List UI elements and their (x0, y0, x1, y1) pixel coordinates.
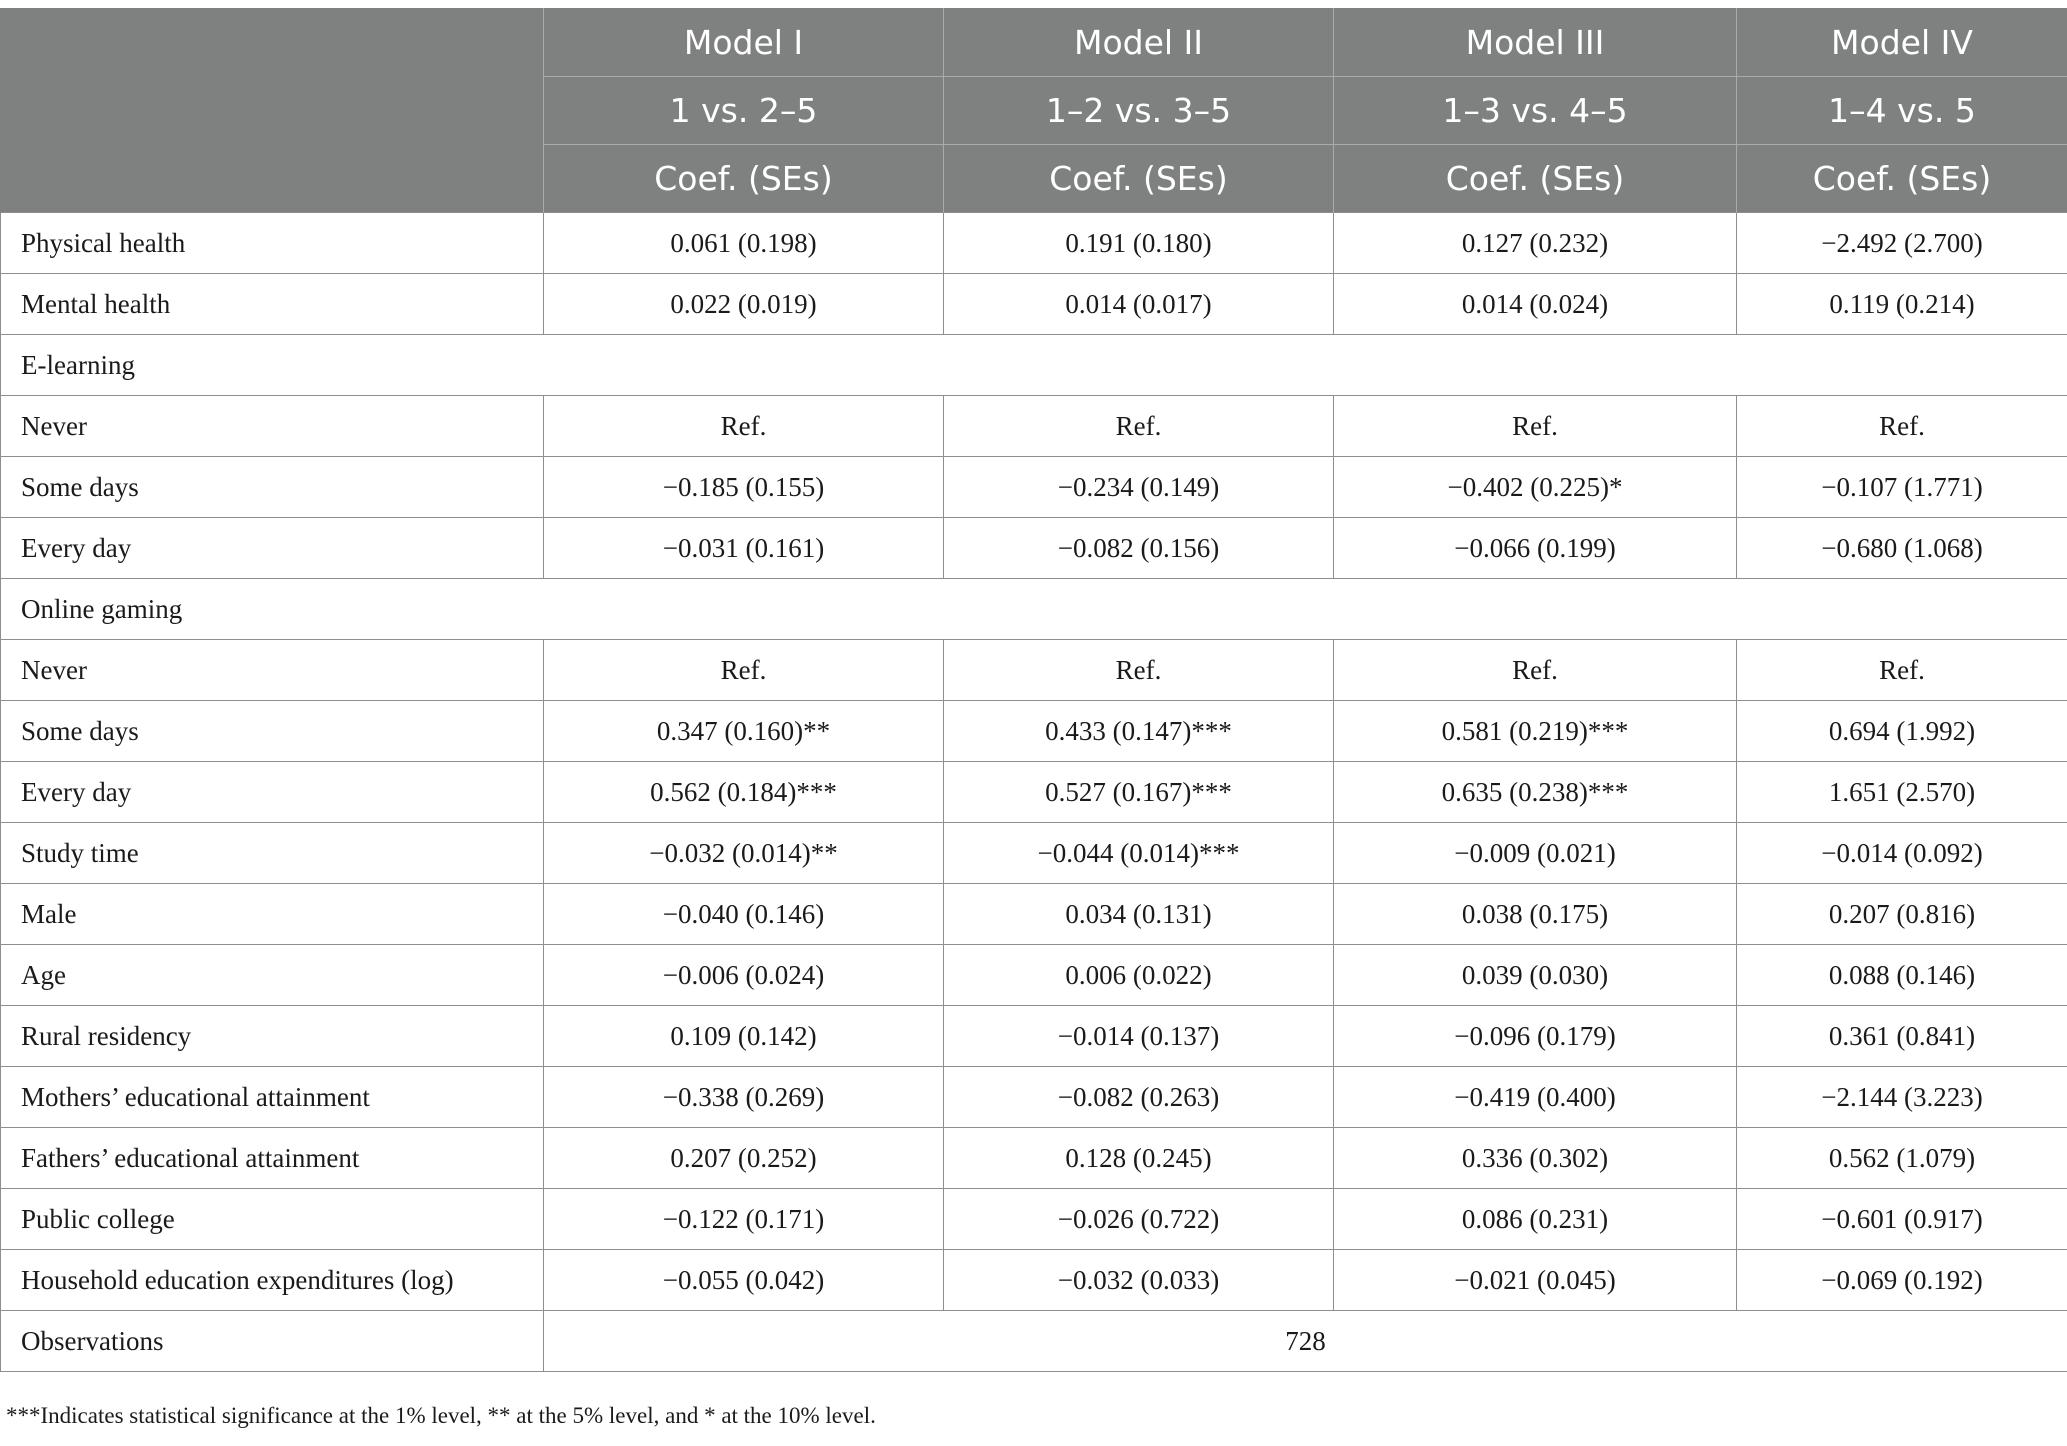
coef-cell-model-4: Ref. (1737, 640, 2067, 701)
section-label: E-learning (1, 335, 2067, 396)
header-model-2: Model II (944, 9, 1334, 77)
coef-cell-model-3: 0.014 (0.024) (1334, 274, 1737, 335)
row-label: Study time (1, 823, 544, 884)
header-comparison-4: 1–4 vs. 5 (1737, 77, 2067, 145)
header-stat-label: Coef. (SEs) (1334, 145, 1737, 213)
coef-cell-model-4: 0.562 (1.079) (1737, 1128, 2067, 1189)
header-stat-label: Coef. (SEs) (544, 145, 944, 213)
header-row-models (1, 9, 2067, 77)
coef-cell-model-3: 0.635 (0.238)*** (1334, 762, 1737, 823)
header-stat-label: Coef. (SEs) (944, 145, 1334, 213)
observations-label: Observations (1, 1311, 544, 1372)
coef-cell-model-1: −0.338 (0.269) (544, 1067, 944, 1128)
table-row (1, 213, 2067, 274)
regression-table (0, 8, 2067, 1372)
coef-cell-model-1: −0.055 (0.042) (544, 1250, 944, 1311)
table-header (1, 9, 2067, 213)
coef-cell-model-1: 0.022 (0.019) (544, 274, 944, 335)
table-row (1, 884, 2067, 945)
coef-cell-model-3: 0.127 (0.232) (1334, 213, 1737, 274)
coef-cell-model-1: Ref. (544, 640, 944, 701)
coef-cell-model-1: −0.032 (0.014)** (544, 823, 944, 884)
coef-cell-model-3: 0.039 (0.030) (1334, 945, 1737, 1006)
row-label: Mothers’ educational attainment (1, 1067, 544, 1128)
coef-cell-model-3: 0.038 (0.175) (1334, 884, 1737, 945)
table-row (1, 1189, 2067, 1250)
coef-cell-model-3: Ref. (1334, 640, 1737, 701)
table-row (1, 396, 2067, 457)
coef-cell-model-3: −0.419 (0.400) (1334, 1067, 1737, 1128)
coef-cell-model-2: −0.014 (0.137) (944, 1006, 1334, 1067)
coef-cell-model-3: 0.581 (0.219)*** (1334, 701, 1737, 762)
row-label: Age (1, 945, 544, 1006)
table-row (1, 1250, 2067, 1311)
header-corner-cell (1, 9, 544, 213)
coef-cell-model-4: 0.694 (1.992) (1737, 701, 2067, 762)
coef-cell-model-1: 0.347 (0.160)** (544, 701, 944, 762)
coef-cell-model-2: 0.014 (0.017) (944, 274, 1334, 335)
coef-cell-model-1: 0.109 (0.142) (544, 1006, 944, 1067)
coef-cell-model-2: −0.032 (0.033) (944, 1250, 1334, 1311)
coef-cell-model-1: −0.122 (0.171) (544, 1189, 944, 1250)
table-row (1, 823, 2067, 884)
coef-cell-model-1: −0.040 (0.146) (544, 884, 944, 945)
coef-cell-model-3: −0.402 (0.225)* (1334, 457, 1737, 518)
section-label: Online gaming (1, 579, 2067, 640)
coef-cell-model-3: 0.336 (0.302) (1334, 1128, 1737, 1189)
coef-cell-model-1: −0.031 (0.161) (544, 518, 944, 579)
coef-cell-model-4: −2.144 (3.223) (1737, 1067, 2067, 1128)
coef-cell-model-2: 0.433 (0.147)*** (944, 701, 1334, 762)
table-row (1, 762, 2067, 823)
row-label: Rural residency (1, 1006, 544, 1067)
row-label: Fathers’ educational attainment (1, 1128, 544, 1189)
coef-cell-model-3: Ref. (1334, 396, 1737, 457)
regression-table-container (0, 8, 2067, 1372)
coef-cell-model-2: −0.082 (0.156) (944, 518, 1334, 579)
coef-cell-model-4: −2.492 (2.700) (1737, 213, 2067, 274)
row-label: Physical health (1, 213, 544, 274)
section-row (1, 579, 2067, 640)
coef-cell-model-4: 0.207 (0.816) (1737, 884, 2067, 945)
coef-cell-model-1: 0.207 (0.252) (544, 1128, 944, 1189)
row-label: Mental health (1, 274, 544, 335)
coef-cell-model-4: 1.651 (2.570) (1737, 762, 2067, 823)
section-row (1, 335, 2067, 396)
row-label: Never (1, 396, 544, 457)
coef-cell-model-1: 0.562 (0.184)*** (544, 762, 944, 823)
coef-cell-model-1: 0.061 (0.198) (544, 213, 944, 274)
observations-row (1, 1311, 2067, 1372)
coef-cell-model-4: Ref. (1737, 396, 2067, 457)
row-label: Every day (1, 762, 544, 823)
table-row (1, 274, 2067, 335)
coef-cell-model-2: −0.234 (0.149) (944, 457, 1334, 518)
coef-cell-model-2: 0.191 (0.180) (944, 213, 1334, 274)
table-body (1, 213, 2067, 1372)
observations-value: 728 (544, 1311, 2067, 1372)
table-row (1, 640, 2067, 701)
coef-cell-model-1: Ref. (544, 396, 944, 457)
coef-cell-model-1: −0.185 (0.155) (544, 457, 944, 518)
row-label: Every day (1, 518, 544, 579)
table-footnote: ***Indicates statistical significance at the 1% level, ** at the 5% level, and * at the 10% level. (6, 1403, 876, 1428)
coef-cell-model-2: 0.128 (0.245) (944, 1128, 1334, 1189)
row-label: Public college (1, 1189, 544, 1250)
row-label: Some days (1, 701, 544, 762)
header-comparison-2: 1–2 vs. 3–5 (944, 77, 1334, 145)
coef-cell-model-3: −0.096 (0.179) (1334, 1006, 1737, 1067)
header-model-1: Model I (544, 9, 944, 77)
row-label: Household education expenditures (log) (1, 1250, 544, 1311)
header-model-3: Model III (1334, 9, 1737, 77)
coef-cell-model-4: −0.601 (0.917) (1737, 1189, 2067, 1250)
table-row (1, 1006, 2067, 1067)
header-comparison-1: 1 vs. 2–5 (544, 77, 944, 145)
coef-cell-model-2: −0.082 (0.263) (944, 1067, 1334, 1128)
coef-cell-model-4: −0.680 (1.068) (1737, 518, 2067, 579)
coef-cell-model-4: −0.069 (0.192) (1737, 1250, 2067, 1311)
table-row (1, 1128, 2067, 1189)
coef-cell-model-4: −0.107 (1.771) (1737, 457, 2067, 518)
coef-cell-model-4: 0.119 (0.214) (1737, 274, 2067, 335)
coef-cell-model-3: 0.086 (0.231) (1334, 1189, 1737, 1250)
coef-cell-model-2: 0.034 (0.131) (944, 884, 1334, 945)
coef-cell-model-4: 0.361 (0.841) (1737, 1006, 2067, 1067)
row-label: Male (1, 884, 544, 945)
coef-cell-model-2: 0.006 (0.022) (944, 945, 1334, 1006)
coef-cell-model-3: −0.066 (0.199) (1334, 518, 1737, 579)
coef-cell-model-2: Ref. (944, 396, 1334, 457)
row-label: Never (1, 640, 544, 701)
coef-cell-model-4: 0.088 (0.146) (1737, 945, 2067, 1006)
table-row (1, 518, 2067, 579)
coef-cell-model-3: −0.021 (0.045) (1334, 1250, 1737, 1311)
coef-cell-model-2: 0.527 (0.167)*** (944, 762, 1334, 823)
table-row (1, 701, 2067, 762)
row-label: Some days (1, 457, 544, 518)
coef-cell-model-4: −0.014 (0.092) (1737, 823, 2067, 884)
header-stat-label: Coef. (SEs) (1737, 145, 2067, 213)
coef-cell-model-2: Ref. (944, 640, 1334, 701)
coef-cell-model-1: −0.006 (0.024) (544, 945, 944, 1006)
coef-cell-model-2: −0.026 (0.722) (944, 1189, 1334, 1250)
header-comparison-3: 1–3 vs. 4–5 (1334, 77, 1737, 145)
table-row (1, 457, 2067, 518)
coef-cell-model-2: −0.044 (0.014)*** (944, 823, 1334, 884)
table-row (1, 1067, 2067, 1128)
header-model-4: Model IV (1737, 9, 2067, 77)
coef-cell-model-3: −0.009 (0.021) (1334, 823, 1737, 884)
table-row (1, 945, 2067, 1006)
